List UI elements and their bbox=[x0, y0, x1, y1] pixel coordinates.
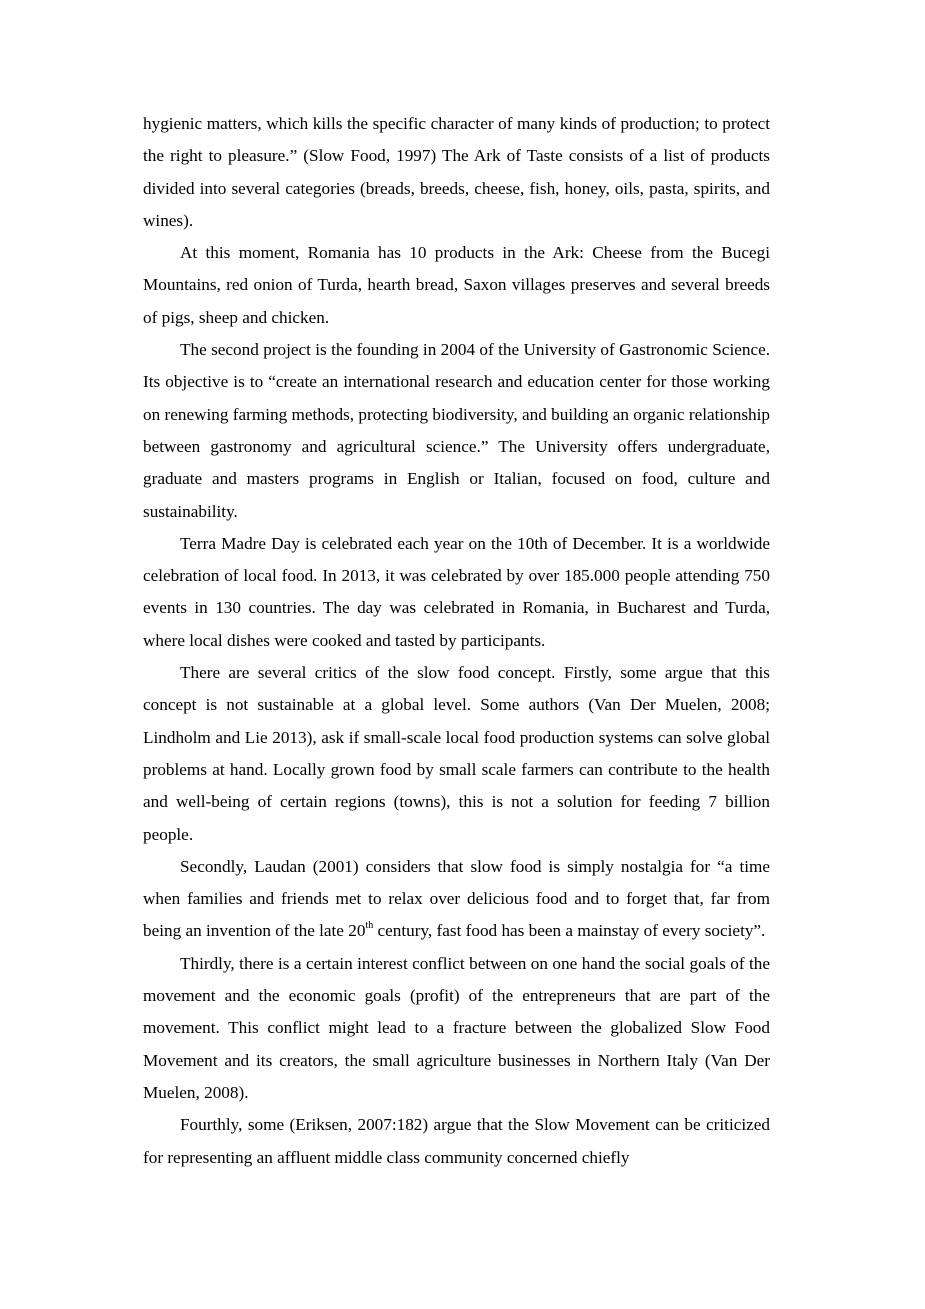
document-page bbox=[143, 108, 770, 1174]
paragraph-critics-firstly: There are several critics of the slow food concept. Firstly, some argue that this concept is not sustainable at a global level. Some authors (Van Der Muelen, 2008; Lindholm and Lie 2013), ask if small-scale local food production systems can solve global problems at hand. Locally grown food by small scale farmers can contribute to the health and well-being of certain regions (towns), this is not a solution for feeding 7 billion people. bbox=[143, 663, 770, 844]
paragraph-university: The second project is the founding in 2004 of the University of Gastronomic Science. Its objective is to “create an international research and education center for those working on renewing farming methods, protecting biodiversity, and building an organic relationship between gastronomy and agricultural science.” The University offers undergraduate, graduate and masters programs in English or Italian, focused on food, culture and sustainability. bbox=[143, 340, 770, 521]
paragraph-critics-secondly bbox=[143, 851, 770, 948]
paragraph-text-before: Secondly, Laudan (2001) considers that slow food is simply nostalgia for “a time when families and friends met to relax over delicious food and to forget that, far from being an invention of the late 20 bbox=[143, 856, 770, 941]
paragraph-text-after: century, fast food has been a mainstay of every society”. bbox=[373, 921, 766, 941]
paragraph-critics-fourthly: Fourthly, some (Eriksen, 2007:182) argue that the Slow Movement can be criticized for representing an affluent middle class community concerned chiefly bbox=[143, 1115, 770, 1167]
paragraph-romania-ark: At this moment, Romania has 10 products in the Ark: Cheese from the Bucegi Mountains, red onion of Turda, hearth bread, Saxon villages preserves and several breeds of pigs, sheep and chicken. bbox=[143, 243, 770, 327]
paragraph-ark-of-taste: hygienic matters, which kills the specific character of many kinds of production; to protect the right to pleasure.” (Slow Food, 1997) The Ark of Taste consists of a list of products divided into several categories (breads, breeds, cheese, fish, honey, oils, pasta, spirits, and wines). bbox=[143, 114, 770, 230]
superscript-th: th bbox=[365, 919, 374, 931]
paragraph-terra-madre: Terra Madre Day is celebrated each year on the 10th of December. It is a worldwide celebration of local food. In 2013, it was celebrated by over 185.000 people attending 750 events in 130 countries. The day was celebrated in Romania, in Bucharest and Turda, where local dishes were cooked and tasted by participants. bbox=[143, 533, 770, 650]
paragraph-critics-thirdly: Thirdly, there is a certain interest conflict between on one hand the social goals of the movement and the economic goals (profit) of the entrepreneurs that are part of the movement. This conflict might lead to a fracture between the globalized Slow Food Movement and its creators, the small agriculture businesses in Northern Italy (Van Der Muelen, 2008). bbox=[143, 953, 770, 1102]
